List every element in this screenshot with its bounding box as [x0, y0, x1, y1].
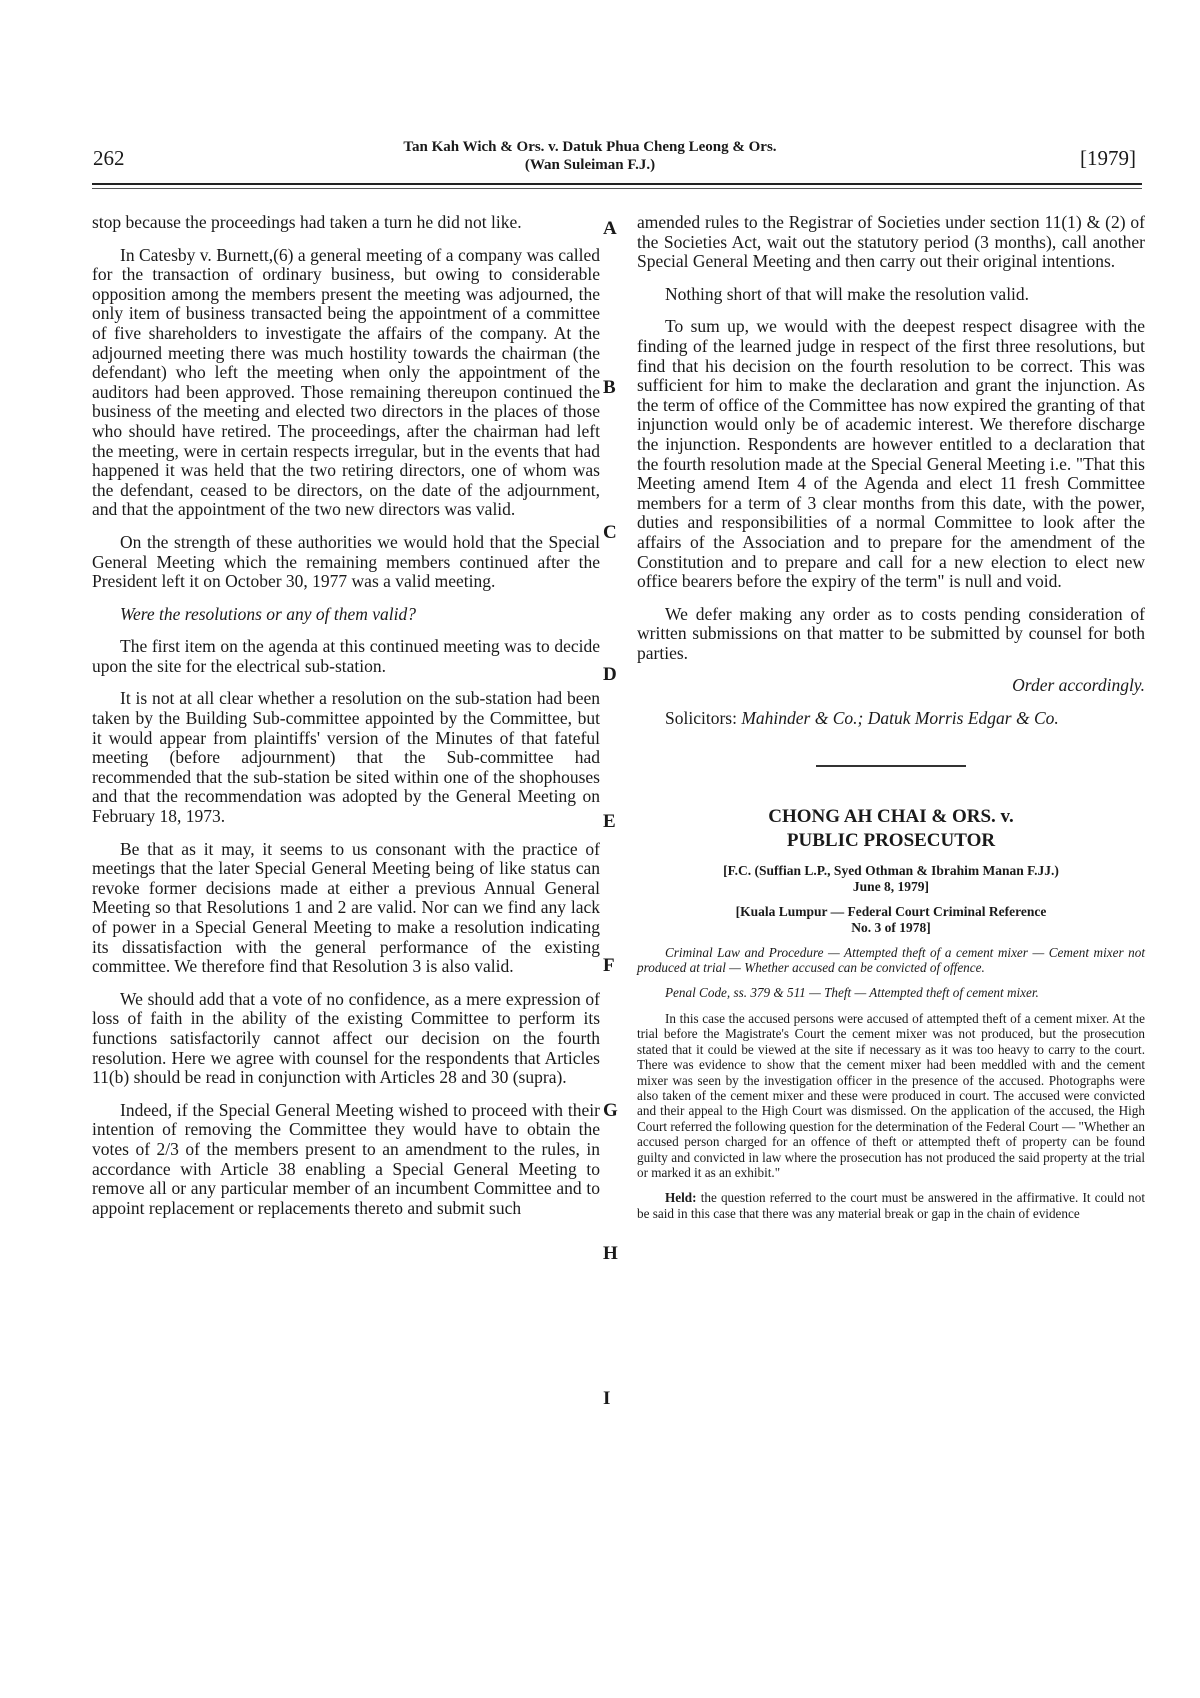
order-line: Order accordingly.: [1012, 675, 1145, 696]
margin-letter-h: H: [603, 1243, 618, 1264]
margin-letter-a: A: [603, 218, 617, 239]
report-year: [1979]: [1080, 146, 1136, 170]
margin-letter-d: D: [603, 664, 617, 685]
section-heading: Were the resolutions or any of them valid?: [120, 603, 417, 624]
court-line-1: [F.C. (Suffian L.P., Syed Othman & Ibrahim Manan F.JJ.): [723, 862, 1059, 878]
case-title-line-1: CHONG AH CHAI & ORS. v.: [768, 805, 1014, 827]
header-rule-thin: [92, 188, 1142, 189]
header-rule: [92, 183, 1142, 185]
court-line: [637, 863, 1145, 895]
case-title-line-2: PUBLIC PROSECUTOR: [786, 829, 996, 851]
right-paragraph-4: We defer making any order as to costs pending consideration of written submissions on that matter to be submitted by counsel for both parties.: [637, 603, 1145, 663]
reference-line-1: [Kuala Lumpur — Federal Court Criminal Reference: [735, 903, 1047, 919]
running-title-line-2: (Wan Suleiman F.J.): [524, 157, 656, 173]
left-paragraph-4: The first item on the agenda at this continued meeting was to decide upon the site for the electrical sub-station.: [92, 636, 600, 676]
held-text: the question referred to the court must be answered in the affirmative. It could not be said in this case that there was any material break or gap in the chain of evidence: [637, 1190, 1146, 1221]
margin-letter-c: C: [603, 522, 617, 543]
court-line-2: June 8, 1979]: [852, 878, 930, 894]
solicitors-line: [637, 709, 1145, 729]
left-paragraph-8: Indeed, if the Special General Meeting wished to proceed with their intention of removing the Committee they would have to obtain the votes of 2/3 of the members present to an amendment to the rules, in accordance with Article 38 enabling a Special General Meeting to remove all or any particular member of an incumbent Committee and to appoint replacement or replacements thereto and submit such: [92, 1099, 600, 1218]
held-label: Held:: [665, 1190, 697, 1206]
left-paragraph-5: It is not at all clear whether a resolution on the sub-station had been taken by the Building Sub-committee appointed by the Committee, but it would appear from plaintiffs' version of the Minutes of that fateful meeting (before adjournment) that the Sub-committee had recommended that the sub-station be sited within one of the shophouses and that the recommendation was adopted by the General Meeting on February 18, 1973.: [92, 688, 600, 827]
page-number: 262: [93, 146, 125, 170]
left-paragraph-7: We should add that a vote of no confidence, as a mere expression of loss of faith in the ability of the existing Committee to perform its functions satisfactorily cannot affect our decision on the fourth resolution. Here we agree with counsel for the respondents that Articles 11(b) should be read in conjunction with Articles 28 and 30 (supra).: [92, 988, 600, 1088]
margin-letter-g: G: [603, 1100, 618, 1121]
right-paragraph-2: Nothing short of that will make the resolution valid.: [665, 283, 1030, 304]
right-column: [637, 213, 1145, 1231]
running-title: [300, 138, 880, 174]
left-paragraph-1: stop because the proceedings had taken a turn he did not like.: [92, 212, 522, 232]
running-title-line-1: Tan Kah Wich & Ors. v. Datuk Phua Cheng Leong & Ors.: [403, 139, 777, 155]
catchwords-2: Penal Code, ss. 379 & 511 — Theft — Attempted theft of cement mixer.: [665, 985, 1039, 1001]
reference-line-2: No. 3 of 1978]: [851, 919, 931, 935]
held-paragraph: [637, 1190, 1145, 1221]
right-paragraph-3: To sum up, we would with the deepest respect disagree with the finding of the learned judge in respect of the first three resolutions, but find that his decision on the fourth resolution to be correct. This was sufficient for him to make the declaration and grant the injunction. As the term of office of the Committee has now expired the granting of that injunction would only be of academic interest. We therefore discharge the injunction. Respondents are however entitled to a declaration that the fourth resolution made at the Special General Meeting i.e. "That this Meeting amend Item 4 of the Agenda and elect 11 fresh Committee members for a term of 3 clear months from this date, with the power, duties and responsibilities of a normal Committee to look after the affairs of the Association and to prepare for the amendment of the Constitution and to prepare and call for a new election to elect new office bearers before the expiry of the term" is null and void.: [637, 316, 1145, 592]
case-separator: [816, 765, 966, 767]
solicitors-label: Solicitors:: [665, 708, 737, 729]
margin-letter-b: B: [603, 377, 616, 398]
case-title: [637, 805, 1145, 853]
catchwords-1: Criminal Law and Procedure — Attempted theft of a cement mixer — Cement mixer not produced at trial — Whether accused can be convicted of offence.: [637, 944, 1145, 976]
headnote: In this case the accused persons were accused of attempted theft of a cement mixer. At the trial before the Magistrate's Court the cement mixer was not produced, but the prosecution stated that it could be viewed at the site if necessary as it was too heavy to carry to the court. There was evidence to show that the cement mixer had been meddled with and the cement mixer was seen by the investigation officer in the presence of the accused. Photographs were also taken of the cement mixer and these were produced in court. The accused were convicted and their appeal to the High Court was dismissed. On the application of the accused, the High Court referred the following question for the determination of the Federal Court — "Whether an accused person charged for an offence of theft or attempted theft of property can be found guilty and convicted in law where the prosecution has not produced the said property at the trial or marked it as an exhibit.": [637, 1010, 1145, 1180]
reference-line: [637, 904, 1145, 936]
margin-letter-f: F: [603, 955, 615, 976]
left-column: [92, 213, 600, 1231]
left-paragraph-6: Be that as it may, it seems to us consonant with the practice of meetings that the later Special General Meeting being of like status can revoke former decisions made at either a previous Annual General Meeting so that Resolutions 1 and 2 are valid. Nor can we find any lack of power in a Special General Meeting to make a resolution indicating its dissatisfaction with the general performance of the existing committee. We therefore find that Resolution 3 is also valid.: [92, 838, 600, 977]
solicitors-names: Mahinder & Co.; Datuk Morris Edgar & Co.: [741, 708, 1059, 729]
margin-letter-i: I: [603, 1388, 611, 1409]
left-paragraph-2: In Catesby v. Burnett,(6) a general meeting of a company was called for the transaction of ordinary business, but owing to considerable opposition among the members present the meeting was adjourned, the only item of business transacted being the appointment of a committee of five shareholders to investigate the affairs of the company. At the adjourned meeting there was much hostility towards the chairman (the defendant) who left the meeting when only the appointment of the auditors had been approved. Those remaining thereupon continued the business of the meeting and elected two directors in the places of those who should have retired. The proceedings, after the chairman had left the meeting, were in certain respects irregular, but in the events that had happened it was held that the two retiring directors, one of whom was the defendant, ceased to be directors, on the date of the adjournment, and that the appointment of the two new directors was valid.: [92, 244, 600, 520]
left-paragraph-3: On the strength of these authorities we would hold that the Special General Meeting which the remaining members continued after the President left it on October 30, 1977 was a valid meeting.: [92, 531, 600, 592]
margin-letter-e: E: [603, 811, 616, 832]
right-paragraph-1: amended rules to the Registrar of Societies under section 11(1) & (2) of the Societies Act, wait out the statutory period (3 months), call another Special General Meeting and then carry out their original intentions.: [637, 212, 1145, 272]
